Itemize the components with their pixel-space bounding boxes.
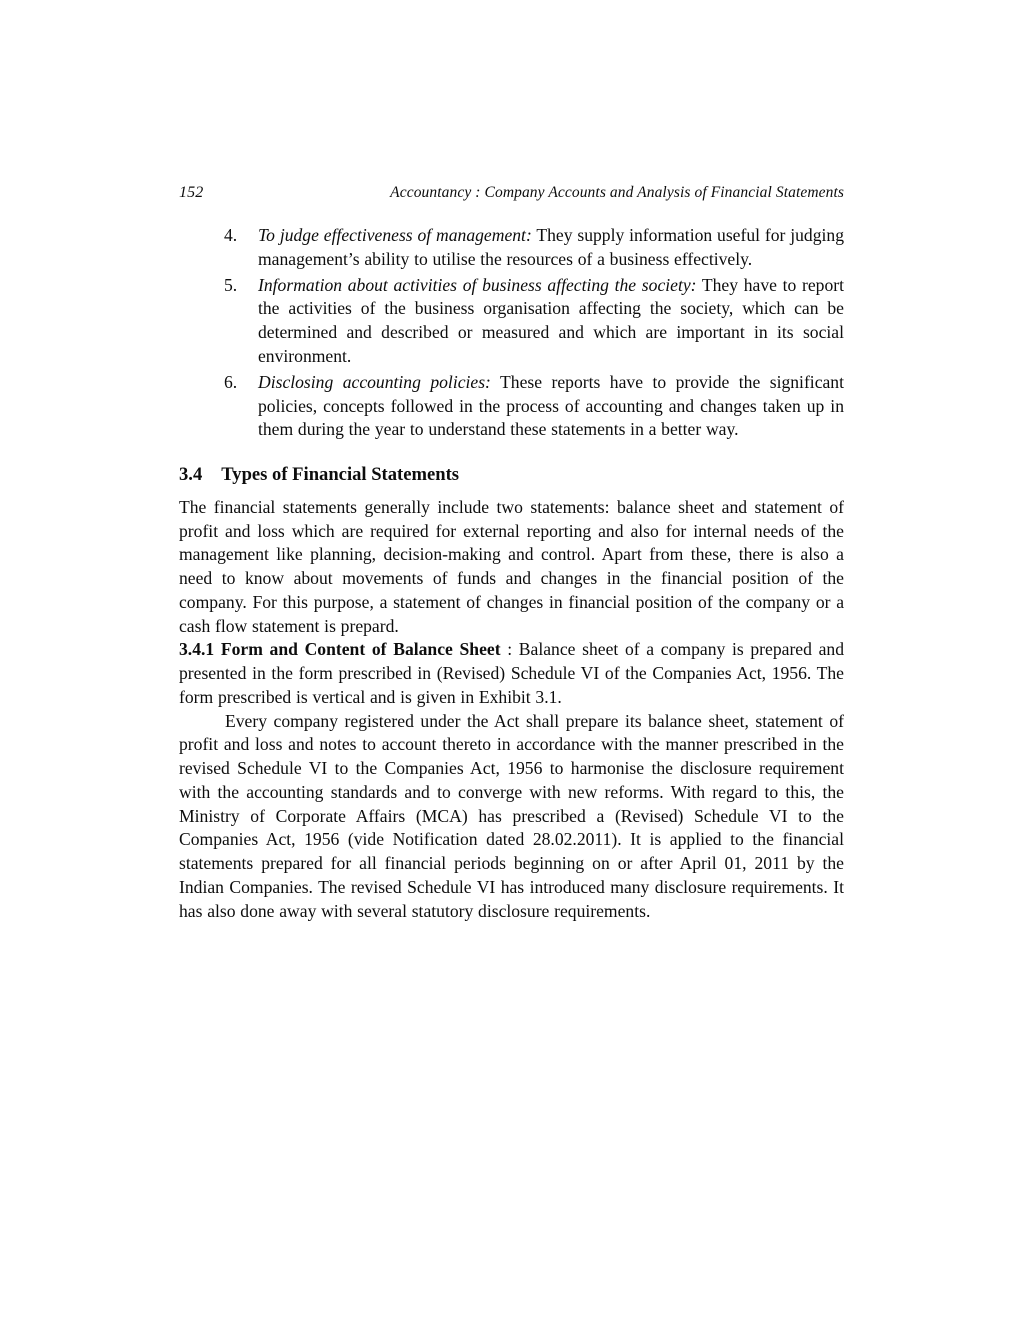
list-item xyxy=(179,371,844,442)
list-item xyxy=(179,224,844,271)
subsection-runin-heading: 3.4.1 Form and Content of Balance Sheet xyxy=(179,639,501,660)
list-item-text: They supply information useful for judging management’s ability to utilise the resources of a business effectively. xyxy=(258,225,845,269)
page-number: 152 xyxy=(179,184,204,201)
running-header xyxy=(179,184,844,202)
subsection-body-paragraph: Every company registered under the Act shall prepare its balance sheet, statement of profit and loss and notes to account thereto in accordance with the manner prescribed in the revised Schedule VI to the Companies Act, 1956 to harmonise the disclosure requirement with the accounting standards and to converge with new reforms. With regard to this, the Ministry of Corporate Affairs (MCA) has prescribed a (Revised) Schedule VI to the Companies Act, 1956 (vide Notification dated 28.02.2011). It is applied to the financial statements prepared for all financial periods beginning on or after April 01, 2011 by the Indian Companies. The revised Schedule VI has introduced many disclosure requirements. It has also done away with several statutory disclosure requirements. xyxy=(179,710,844,921)
list-item-marker: 4. xyxy=(224,225,238,245)
list-item-text: They have to report the activities of the business organisation affecting the society, which can be determined and described or measured and which are important in its social environment. xyxy=(258,274,844,366)
list-item-marker: 5. xyxy=(224,274,238,295)
section-title: Types of Financial Statements xyxy=(221,463,460,485)
list-item-lead: Information about activities of business affecting the society: xyxy=(258,274,697,295)
list-item-lead: To judge effectiveness of management: xyxy=(258,225,532,245)
subsection-paragraph xyxy=(179,638,844,709)
numbered-list xyxy=(179,224,844,442)
list-item-lead: Disclosing accounting policies: xyxy=(258,371,491,392)
section-paragraph: The financial statements generally include two statements: balance sheet and statement of profit and loss which are required for external reporting and also for internal needs of the management like planning, decision-making and control. Apart from these, there is also a need to know about movements of funds and changes in the financial position of the company. For this purpose, a statement of changes in financial position of the company or a cash flow statement is prepard. xyxy=(179,496,844,636)
page-content xyxy=(179,184,844,923)
list-item-text: These reports have to provide the significant policies, concepts followed in the process of accounting and changes taken up in them during the year to understand these statements in a better way. xyxy=(258,371,844,440)
list-item-marker: 6. xyxy=(224,371,238,392)
subsection-runin-text: : Balance sheet of a company is prepared and presented in the form prescribed in (Revised) Schedule VI of the Companies Act, 1956. The form prescribed is vertical and is given in Exhibit 3.1. xyxy=(179,639,844,707)
list-item xyxy=(179,274,844,369)
running-title: Accountancy : Company Accounts and Analysis of Financial Statements xyxy=(390,184,844,201)
section-number: 3.4 xyxy=(179,463,203,485)
section-heading xyxy=(179,464,844,486)
